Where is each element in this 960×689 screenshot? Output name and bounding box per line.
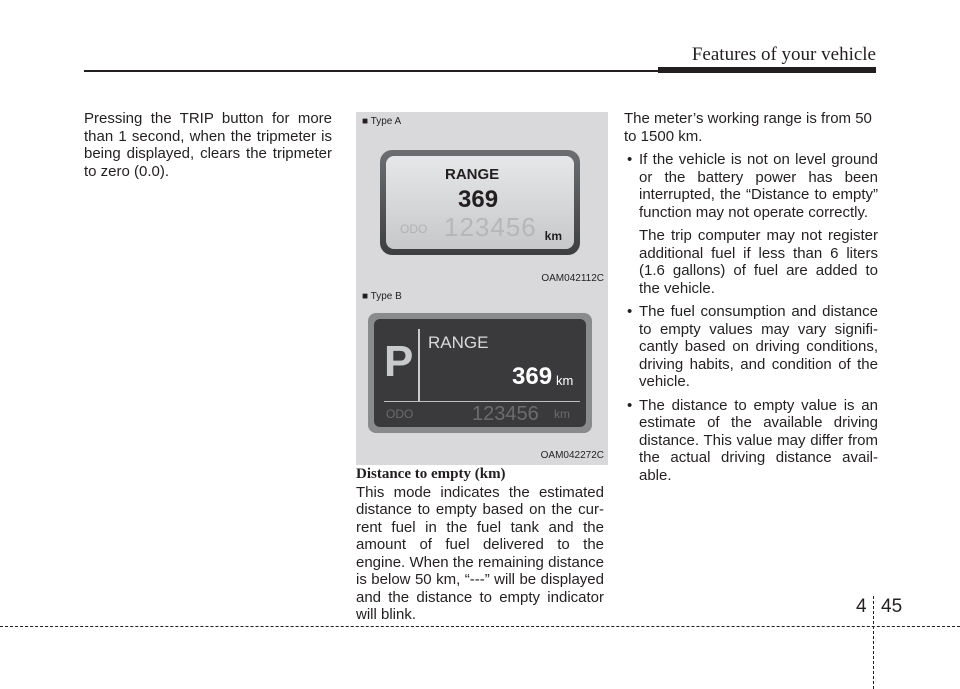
lcd-odo-label: ODO (400, 222, 428, 236)
tft-range-label: RANGE (428, 333, 489, 352)
tft-divider (418, 329, 420, 401)
cluster-display-type-b (368, 313, 592, 433)
tft-separator (384, 401, 580, 402)
list-item-text: • If the vehicle is not on level ground or the battery power has been interrupted, the “Distance to empty” function may not operate correctly. (639, 151, 878, 221)
figure-type-a-label: ■ Type A (362, 116, 402, 127)
list-item-extra: The trip computer may not register additional fuel if less than 6 liters (1.6 gallons) of fuel are added to the vehicle. (639, 227, 878, 297)
working-range-paragraph: The meter’s working range is from 50 to 1500 km. (624, 110, 872, 145)
tft-odo-value: 123456 (472, 403, 539, 425)
page-header-title: Features of your vehicle (691, 44, 876, 65)
tft-range-value: 369 (512, 363, 553, 390)
tft-odo-unit: km (554, 407, 570, 421)
lcd-odo-value: 123456 (444, 212, 537, 242)
footer-rule (0, 626, 960, 627)
right-column (624, 110, 878, 490)
tft-odo-label: ODO (386, 407, 414, 421)
left-column (84, 110, 332, 180)
tft-unit: km (556, 373, 574, 388)
figure-type-a (356, 112, 608, 288)
trip-reset-paragraph: Pressing the TRIP button for more than 1 second, when the tripmeter is being displayed, clears the tripmeter to zero (0.0). (84, 110, 332, 180)
section-heading: Distance to empty (km) (356, 466, 506, 482)
figure-type-b-code: OAM042272C (540, 450, 604, 461)
lcd-range-value: 369 (458, 186, 499, 213)
header-rule-accent (658, 67, 876, 73)
figure-type-b-label: ■ Type B (362, 291, 402, 302)
list-item (624, 397, 878, 485)
figure-type-b (356, 287, 608, 465)
gear-indicator: P (384, 337, 414, 386)
page-number: 45 (881, 596, 903, 617)
list-item (624, 151, 878, 297)
figure-type-a-code: OAM042112C (541, 273, 604, 284)
list-item-text: • The distance to empty value is an estimate of the available driving distance. This value may differ from the actual driving distance avail-able. (639, 396, 878, 484)
lcd-unit: km (544, 229, 562, 243)
lcd-range-label: RANGE (445, 166, 500, 183)
cluster-display-type-a (380, 150, 580, 255)
notes-list (624, 151, 878, 484)
header-rule (84, 70, 658, 72)
list-item-text: • The fuel consumption and distance to empty values may vary signifi-cantly based on driving conditions, driving habits, and condition of the vehicle. (639, 303, 878, 390)
middle-column (356, 466, 604, 624)
chapter-number: 4 (856, 596, 867, 617)
tft-screen (374, 319, 586, 427)
list-item (624, 303, 878, 391)
lcd-screen (386, 156, 574, 249)
distance-to-empty-paragraph: This mode indicates the estimated distance to empty based on the cur-rent fuel in the fuel tank and the amount of fuel delivered to the engine. When the remaining distance is below 50 km, “---” will be displayed and the distance to empty indicator will blink. (356, 483, 604, 623)
footer-divider (873, 596, 874, 689)
